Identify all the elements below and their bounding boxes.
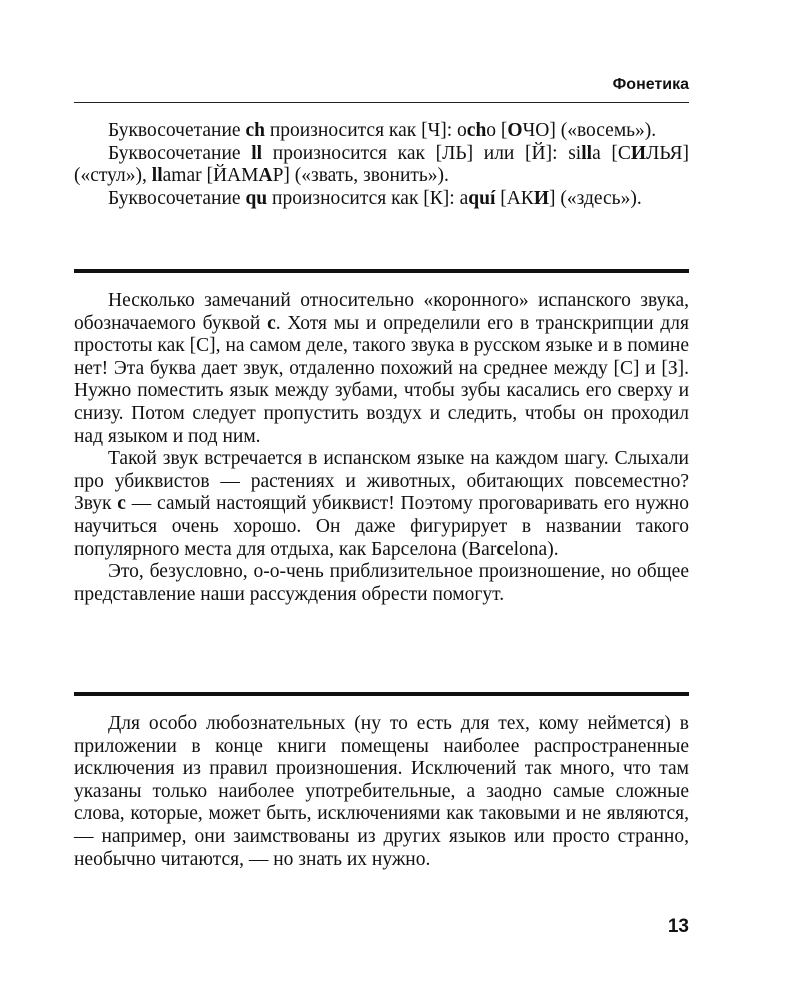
bold-letters: í <box>489 187 496 209</box>
section-divider-top <box>74 269 689 273</box>
paragraph: Буквосочетание ll произносится как [ЛЬ] или [Й]: silla [СИЛЬЯ] («стул»), llamar [ЙАМАР] («звать, звонить»). <box>74 142 689 187</box>
bold-letters: ch <box>466 120 487 141</box>
page-number: 13 <box>667 916 689 937</box>
bold-letters: И <box>630 142 647 164</box>
paragraph: Это, безусловно, о-о-чень приблизительное произношение, но общее представление наши рассуждения обрести помогут. <box>74 561 689 605</box>
bold-letters: ch <box>245 120 265 141</box>
paragraph: Такой звук встречается в испанском языке на каждом шагу. Слыхали про убиквистов — растениях и животных, обитающих повсеместно? Звук c — самый настоящий убиквист! Поэтому проговаривать его нужно научиться очень хорошо. Он даже фигурирует в названии такого популярного места для отдыха, как Барселона (Barcelona). <box>74 448 689 560</box>
running-header: Фонетика <box>612 76 689 93</box>
bold-letters: ll <box>251 142 263 164</box>
paragraph: Несколько замечаний относительно «коронного» испанского звука, обозначаемого буквой с. Хотя мы и определили его в транскрипции для простоты как [С], на самом деле, такого звука в русском языке и в помине нет! Эта буква дает звук, отдаленно похожий на среднее между [С] и [З]. Нужно поместить язык между зубами, чтобы зубы касались его сверху и снизу. Потом следует пропустить воздух и следить, чтобы он проходил над языком и под ним. <box>74 290 689 447</box>
note-c-sound <box>74 290 689 606</box>
bold-letters: ll <box>581 142 593 164</box>
paragraph: Буквосочетание qu произносится как [К]: aquí [АКИ] («здесь»). <box>108 187 642 209</box>
book-page <box>74 0 689 1000</box>
note-exceptions <box>74 713 689 871</box>
bold-letters: И <box>533 187 549 209</box>
bold-letters: О <box>507 120 523 141</box>
section-divider-bottom <box>74 692 689 696</box>
intro-section <box>74 120 689 210</box>
bold-letters: с <box>267 312 276 334</box>
paragraph: Для особо любознательных (ну то есть для тех, кому неймется) в приложении в конце книги помещены наиболее распространенные исключения из правил произношения. Исключений так много, что там указаны только наиболее употребительные, а заодно самые сложные слова, которые, может быть, исключениями как таковыми и не являются, — например, они заимствованы из других языков или просто странно, необычно читаются, — но знать их нужно. <box>74 713 689 870</box>
bold-letters: c <box>496 538 505 560</box>
bold-letters: qu <box>468 187 490 209</box>
paragraph: Буквосочетание ch произносится как [Ч]: ocho [ОЧО] («восемь»). <box>108 120 657 141</box>
bold-letters: qu <box>245 187 268 209</box>
bold-letters: А <box>258 165 273 187</box>
bold-letters: c <box>117 493 126 515</box>
bold-letters: ll <box>151 165 163 187</box>
header-rule <box>74 102 689 103</box>
